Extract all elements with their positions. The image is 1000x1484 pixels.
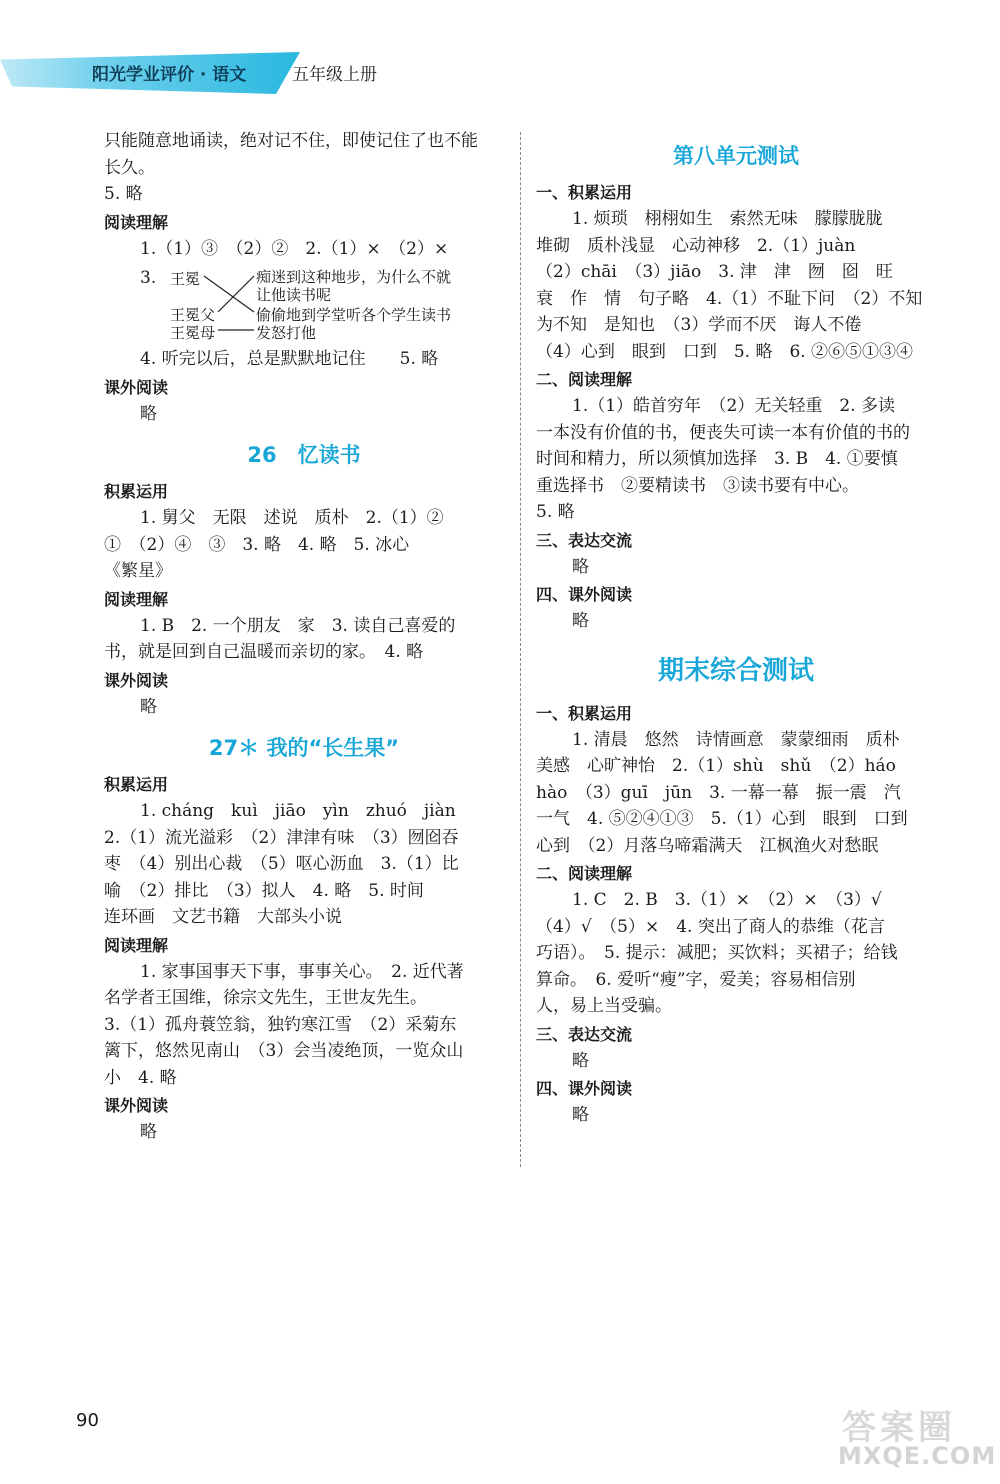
text-line: 2.（1）流光溢彩 （2）津津有味 （3）囫囵吞 bbox=[104, 827, 459, 848]
watermark-logo bbox=[836, 1400, 997, 1474]
text-line: 略 bbox=[140, 1122, 157, 1142]
match-left-3: 王冕母 bbox=[170, 324, 216, 342]
match-lines bbox=[104, 264, 504, 344]
text-line: （2）chāi （3）jiāo 3. 津 津 囫 囵 旺 bbox=[536, 262, 893, 282]
left-column bbox=[104, 128, 504, 1146]
section-heading: 四、课外阅读 bbox=[536, 1079, 633, 1098]
text-line: 一本没有价值的书，便丧失可读一本有价值的书的 bbox=[536, 422, 910, 443]
match-right-3: 发怒打他 bbox=[256, 324, 317, 342]
text-line: 略 bbox=[572, 611, 589, 631]
watermark-text: 答案圈 bbox=[842, 1408, 956, 1448]
text-line: 5. 略 bbox=[104, 184, 143, 204]
section-heading: 三、表达交流 bbox=[536, 530, 633, 550]
text-line: 枣 （4）别出心裁 （5）呕心沥血 3.（1）比 bbox=[104, 854, 459, 874]
text-line: 衰 作 情 句子略 4.（1）不耻下问 （2）不知 bbox=[536, 288, 923, 309]
section-heading: 课外阅读 bbox=[104, 377, 169, 397]
text-line: 略 bbox=[572, 556, 589, 577]
text-line: 1.（1）皓首穷年 （2）无关轻重 2. 多读 bbox=[572, 396, 895, 416]
lesson-title: 27＊ 我的“长生果” bbox=[208, 736, 400, 760]
section-heading: 二、阅读理解 bbox=[536, 864, 633, 883]
text-line: 1.（1）③ （2）② 2.（1）× （2）× bbox=[140, 238, 449, 259]
text-line: 1. 舅父 无限 述说 质朴 2.（1）② bbox=[140, 508, 444, 528]
text-line: 1. B 2. 一个朋友 家 3. 读自己喜爱的 bbox=[140, 615, 456, 636]
text-line: 略 bbox=[140, 403, 157, 424]
section-heading: 二、阅读理解 bbox=[536, 370, 633, 389]
text-line: （4）心到 眼到 口到 5. 略 6. ②⑥⑤①③④ bbox=[536, 341, 914, 362]
text-line: 喻 （2）排比 （3）拟人 4. 略 5. 时间 bbox=[104, 880, 424, 901]
text-line: 1. C 2. B 3.（1）× （2）× （3）√ bbox=[572, 890, 882, 910]
match-right-1b: 让他读书呢 bbox=[256, 286, 332, 304]
text-line: 小 4. 略 bbox=[104, 1067, 177, 1088]
text-line: 1. 清晨 悠然 诗情画意 蒙蒙细雨 质朴 bbox=[572, 729, 900, 750]
text-line: 3.（1）孤舟蓑笠翁，独钓寒江雪 （2）采菊东 bbox=[104, 1014, 457, 1035]
text-line: 美感 心旷神怡 2.（1）shù shǔ （2）háo bbox=[536, 756, 896, 776]
section-heading: 一、积累运用 bbox=[536, 183, 633, 202]
unit-title: 第八单元测试 bbox=[673, 144, 799, 168]
exam-title: 期末综合测试 bbox=[657, 655, 814, 686]
match-left-2: 王冕父 bbox=[170, 306, 216, 324]
watermark-url: MXQE.COM bbox=[838, 1442, 997, 1470]
section-heading: 阅读理解 bbox=[104, 589, 169, 609]
text-line: 重选择书 ②要精读书 ③读书要有中心。 bbox=[536, 475, 859, 496]
text-line: 4. 听完以后，总是默默地记住 5. 略 bbox=[140, 349, 439, 369]
section-heading: 课外阅读 bbox=[104, 670, 169, 690]
match-right-1: 痴迷到这种地步，为什么不就 bbox=[256, 268, 452, 286]
right-column bbox=[536, 128, 936, 1129]
page-number: 90 bbox=[76, 1410, 99, 1431]
section-heading: 四、课外阅读 bbox=[536, 585, 633, 604]
text-line: 篱下，悠然见南山 （3）会当凌绝顶，一览众山 bbox=[104, 1041, 464, 1061]
match-left-1: 王冕 bbox=[170, 270, 201, 288]
column-divider bbox=[520, 132, 521, 1167]
text-line: 《繁星》 bbox=[104, 561, 172, 581]
section-heading: 积累运用 bbox=[104, 482, 169, 501]
text-line: 1. 家事国事天下事，事事关心。 2. 近代著 bbox=[140, 961, 464, 982]
text-line: 略 bbox=[140, 696, 157, 717]
text-line: 名学者王国维，徐宗文先生，王世友先生。 bbox=[104, 988, 427, 1008]
section-heading: 积累运用 bbox=[104, 775, 169, 794]
lesson-title: 26 忆读书 bbox=[247, 443, 361, 467]
text-line: 略 bbox=[572, 1105, 589, 1125]
text-line: 长久。 bbox=[104, 157, 155, 178]
match-right-2: 偷偷地到学堂听各个学生读书 bbox=[256, 306, 452, 324]
text-line: 连环画 文艺书籍 大部头小说 bbox=[104, 907, 342, 927]
text-line: ① （2）④ ③ 3. 略 4. 略 5. 冰心 bbox=[104, 534, 410, 555]
section-heading: 阅读理解 bbox=[104, 212, 169, 232]
matching-exercise bbox=[104, 264, 504, 344]
text-line: 1. cháng kuì jiāo yìn zhuó jiàn bbox=[140, 801, 456, 821]
text-line: 时间和精力，所以须慎加选择 3. B 4. ①要慎 bbox=[536, 449, 898, 469]
text-line: 略 bbox=[572, 1050, 589, 1071]
text-line: 5. 略 bbox=[536, 502, 575, 522]
text-line: 堆砌 质朴浅显 心动神移 2.（1）juàn bbox=[536, 235, 856, 256]
text-line: 1. 烦琐 栩栩如生 索然无味 朦朦胧胧 bbox=[572, 209, 883, 229]
section-heading: 课外阅读 bbox=[104, 1096, 169, 1115]
text-line: 只能随意地诵读，绝对记不住，即使记住了也不能 bbox=[104, 131, 478, 151]
question-number: 3. bbox=[140, 268, 157, 288]
text-line: 人，易上当受骗。 bbox=[536, 996, 672, 1016]
section-heading: 阅读理解 bbox=[104, 935, 169, 955]
book-title: 阳光学业评价 · 语文 bbox=[92, 65, 247, 85]
text-line: 心到 （2）月落乌啼霜满天 江枫渔火对愁眠 bbox=[536, 835, 879, 856]
section-heading: 一、积累运用 bbox=[536, 703, 633, 723]
text-line: hào （3）guī jūn 3. 一幕一幕 振一震 汽 bbox=[536, 782, 901, 803]
grade-label: 五年级上册 bbox=[292, 65, 377, 85]
text-line: 一气 4. ⑤②④①③ 5.（1）心到 眼到 口到 bbox=[536, 809, 908, 829]
text-line: 书，就是回到自己温暖而亲切的家。 4. 略 bbox=[104, 642, 424, 662]
section-heading: 三、表达交流 bbox=[536, 1024, 633, 1044]
text-line: （4）√ （5）× 4. 突出了商人的恭维（花言 bbox=[536, 916, 885, 937]
text-line: 为不知 是知也 （3）学而不厌 诲人不倦 bbox=[536, 315, 862, 335]
text-line: 算命。 6. 爱听“瘦”字，爱美；容易相信别 bbox=[536, 969, 856, 990]
text-line: 巧语）。 5. 提示：减肥；买饮料；买裙子；给钱 bbox=[536, 943, 898, 963]
